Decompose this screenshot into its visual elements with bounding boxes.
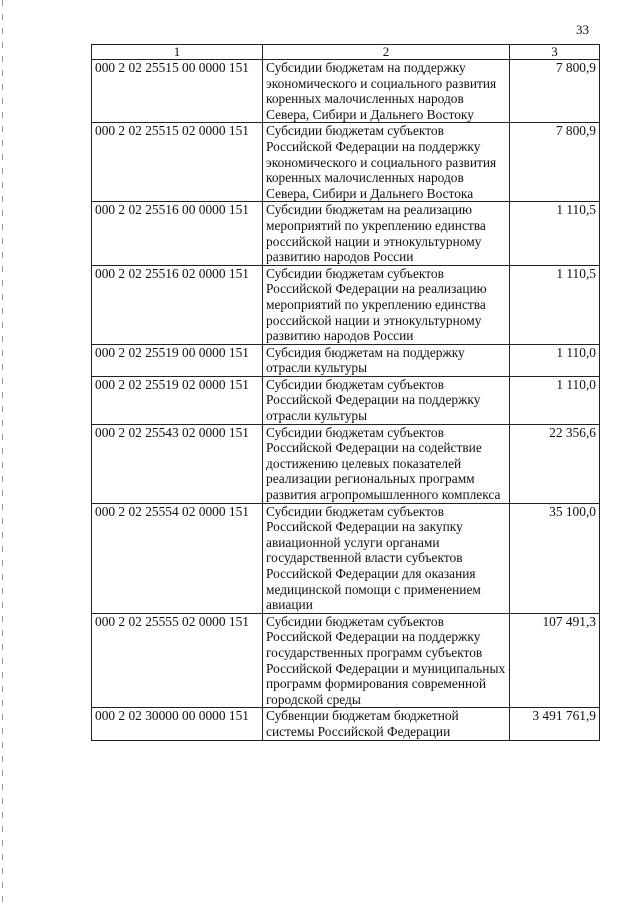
item-amount: 1 110,5 [510,202,600,265]
item-name: Субсидии бюджетам субъектов Российской Федерации на поддержку государственных программ субъектов Российской Федерации и муниципальных программ формирования современной городской среды [263,613,510,708]
column-header-1: 1 [92,45,263,60]
table-row [92,123,600,202]
item-name: Субсидии бюджетам на реализацию мероприятий по укреплению единства российской нации и этнокультурному развитию народов России [263,202,510,265]
budget-code: 000 2 02 25554 02 0000 151 [92,503,263,613]
budget-code: 000 2 02 25515 00 0000 151 [92,60,263,123]
budget-revenue-table [91,44,600,741]
item-name: Субсидии бюджетам субъектов Российской Федерации на реализацию мероприятий по укреплению единства российской нации и этнокультурному развитию народов России [263,265,510,344]
table-row [92,265,600,344]
budget-code: 000 2 02 25519 00 0000 151 [92,344,263,376]
budget-code: 000 2 02 25519 02 0000 151 [92,376,263,424]
item-amount: 22 356,6 [510,424,600,503]
item-name: Субсидия бюджетам на поддержку отрасли культуры [263,344,510,376]
budget-code: 000 2 02 25555 02 0000 151 [92,613,263,708]
item-amount: 35 100,0 [510,503,600,613]
item-amount: 1 110,5 [510,265,600,344]
table-row [92,708,600,740]
scan-edge-line [2,0,3,905]
table-row [92,60,600,123]
budget-code: 000 2 02 25515 02 0000 151 [92,123,263,202]
budget-code: 000 2 02 30000 00 0000 151 [92,708,263,740]
budget-code: 000 2 02 25543 02 0000 151 [92,424,263,503]
column-header-3: 3 [510,45,600,60]
item-amount: 3 491 761,9 [510,708,600,740]
table-row [92,344,600,376]
item-name: Субсидии бюджетам субъектов Российской Федерации на содействие достижению целевых показателей реализации региональных программ развития агропромышленного комплекса [263,424,510,503]
table-row [92,202,600,265]
item-name: Субсидии бюджетам на поддержку экономического и социального развития коренных малочисленных народов Севера, Сибири и Дальнего Востоку [263,60,510,123]
table-header-row [92,45,600,60]
page-number: 33 [576,22,589,37]
table-row [92,424,600,503]
budget-code: 000 2 02 25516 00 0000 151 [92,202,263,265]
item-amount: 1 110,0 [510,344,600,376]
item-name: Субсидии бюджетам субъектов Российской Федерации на закупку авиационной услуги органами государственной власти субъектов Российской Федерации для оказания медицинской помощи с применением авиации [263,503,510,613]
item-name: Субвенции бюджетам бюджетной системы Российской Федерации [263,708,510,740]
item-amount: 7 800,9 [510,60,600,123]
item-name: Субсидии бюджетам субъектов Российской Федерации на поддержку отрасли культуры [263,376,510,424]
table-row [92,503,600,613]
item-amount: 107 491,3 [510,613,600,708]
item-amount: 7 800,9 [510,123,600,202]
item-name: Субсидии бюджетам субъектов Российской Федерации на поддержку экономического и социального развития коренных малочисленных народов Севера, Сибири и Дальнего Востока [263,123,510,202]
column-header-2: 2 [263,45,510,60]
table-row [92,376,600,424]
budget-code: 000 2 02 25516 02 0000 151 [92,265,263,344]
table-row [92,613,600,708]
item-amount: 1 110,0 [510,376,600,424]
